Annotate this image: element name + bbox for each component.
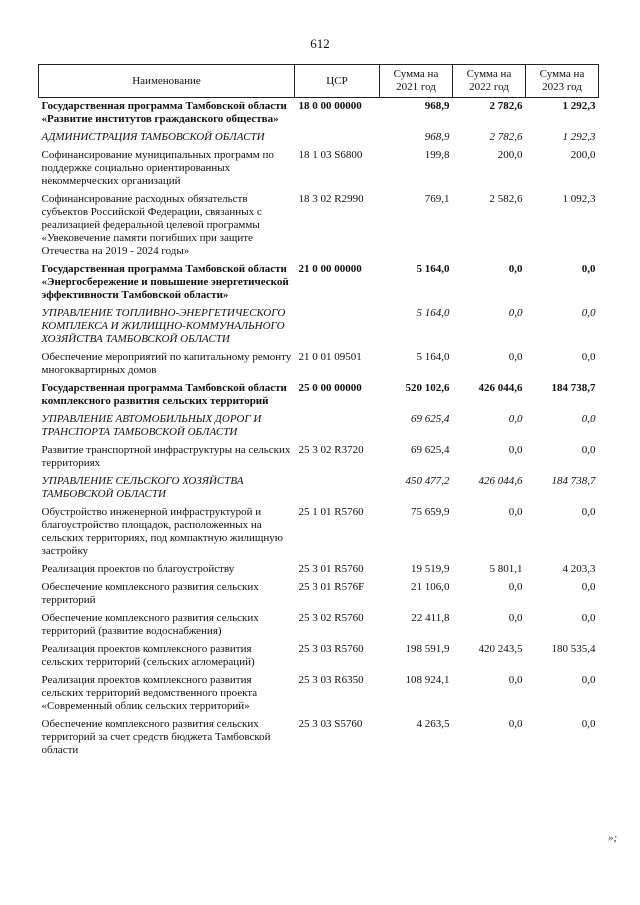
row-sum-2022: 0,0: [508, 413, 523, 425]
row-sum-2023: 0,0: [581, 413, 596, 425]
row-sum-2022: 426 044,6: [478, 475, 523, 487]
row-sum-2023: 0,0: [581, 718, 596, 730]
row-sum-2021: 5 164,0: [416, 263, 450, 275]
table-row: [39, 261, 599, 305]
row-sum-2022: 0,0: [508, 581, 523, 593]
row-sum-2022: 0,0: [508, 307, 523, 319]
row-code: [295, 411, 380, 442]
row-sum-2022: 0,0: [508, 506, 523, 518]
row-code: 25 3 01 R576F: [298, 581, 365, 593]
row-code: 18 0 00 00000: [298, 100, 362, 112]
header-sum-2022: Сумма на 2022 год: [453, 65, 526, 98]
row-sum-2021: 75 659,9: [411, 506, 450, 518]
row-sum-2023: 1 092,3: [562, 193, 596, 205]
row-code: [295, 129, 380, 147]
row-sum-2022: 2 582,6: [489, 193, 523, 205]
table-row: [39, 411, 599, 442]
row-name: Обустройство инженерной инфраструктурой и благоустройство площадок, расположенных на сельских территориях, под компактную жилищную застройку: [41, 506, 283, 557]
row-sum-2021: 520 102,6: [405, 382, 450, 394]
row-sum-2023: 180 535,4: [551, 643, 596, 655]
table-row: [39, 380, 599, 411]
table-row: [39, 349, 599, 380]
row-sum-2023: 184 738,7: [551, 475, 596, 487]
row-sum-2022: 420 243,5: [478, 643, 523, 655]
header-csr: ЦСР: [295, 65, 380, 98]
row-sum-2022: 426 044,6: [478, 382, 523, 394]
row-sum-2023: 184 738,7: [551, 382, 596, 394]
row-sum-2022: 200,0: [497, 149, 523, 161]
row-sum-2021: 4 263,5: [416, 718, 450, 730]
row-name: Обеспечение комплексного развития сельских территорий (развитие водоснабжения): [41, 612, 259, 637]
table-row: [39, 561, 599, 579]
budget-table: [38, 64, 599, 760]
row-sum-2022: 0,0: [508, 444, 523, 456]
row-code: 25 1 01 R5760: [298, 506, 364, 518]
row-name: Реализация проектов комплексного развития сельских территорий ведомственного проекта «Современный облик сельских территорий»: [41, 674, 258, 712]
table-row: [39, 191, 599, 261]
row-sum-2023: 0,0: [581, 444, 596, 456]
table-row: [39, 442, 599, 473]
row-name: УПРАВЛЕНИЕ АВТОМОБИЛЬНЫХ ДОРОГ И ТРАНСПОРТА ТАМБОВСКОЙ ОБЛАСТИ: [41, 413, 262, 438]
row-sum-2021: 108 924,1: [405, 674, 450, 686]
header-sum-2021: Сумма на 2021 год: [380, 65, 453, 98]
row-code: 25 3 02 R5760: [298, 612, 364, 624]
row-sum-2023: 200,0: [570, 149, 596, 161]
row-sum-2023: 0,0: [581, 612, 596, 624]
row-sum-2021: 769,1: [424, 193, 450, 205]
row-sum-2021: 199,8: [424, 149, 450, 161]
row-code: 21 0 01 09501: [298, 351, 362, 363]
page-number: 612: [310, 36, 330, 51]
header-sum-2023: Сумма на 2023 год: [526, 65, 599, 98]
table-row: [39, 641, 599, 672]
row-sum-2021: 69 625,4: [411, 444, 450, 456]
row-sum-2021: 5 164,0: [416, 351, 450, 363]
closing-mark: »;: [608, 832, 618, 844]
table-row: [39, 147, 599, 191]
row-sum-2023: 0,0: [581, 263, 596, 275]
table-row: [39, 98, 599, 130]
row-sum-2023: 4 203,3: [562, 563, 596, 575]
row-sum-2021: 450 477,2: [405, 475, 450, 487]
row-sum-2021: 21 106,0: [411, 581, 450, 593]
table-row: [39, 473, 599, 504]
row-sum-2022: 0,0: [508, 612, 523, 624]
row-code: 25 3 03 R5760: [298, 643, 364, 655]
table-row: [39, 610, 599, 641]
row-sum-2022: 2 782,6: [489, 100, 523, 112]
row-sum-2021: 22 411,8: [411, 612, 450, 624]
row-sum-2021: 5 164,0: [416, 307, 450, 319]
row-code: 25 0 00 00000: [298, 382, 362, 394]
row-sum-2021: 19 519,9: [411, 563, 450, 575]
row-sum-2022: 0,0: [508, 674, 523, 686]
row-code: 25 3 01 R5760: [298, 563, 364, 575]
row-sum-2023: 1 292,3: [562, 100, 596, 112]
table-body: [39, 98, 599, 761]
row-code: 18 3 02 R2990: [298, 193, 364, 205]
table-row: [39, 504, 599, 561]
row-sum-2022: 5 801,1: [489, 563, 523, 575]
table-header-row: [39, 65, 599, 98]
row-name: Реализация проектов по благоустройству: [41, 563, 235, 575]
row-code: [295, 473, 380, 504]
row-name: Обеспечение комплексного развития сельских территорий за счет средств бюджета Тамбовской области: [41, 718, 271, 756]
row-name: Обеспечение комплексного развития сельских территорий: [41, 581, 259, 606]
row-name: УПРАВЛЕНИЕ СЕЛЬСКОГО ХОЗЯЙСТВА ТАМБОВСКОЙ ОБЛАСТИ: [41, 475, 244, 500]
table-row: [39, 716, 599, 760]
row-name: Развитие транспортной инфраструктуры на сельских территориях: [41, 444, 291, 469]
row-name: АДМИНИСТРАЦИЯ ТАМБОВСКОЙ ОБЛАСТИ: [41, 131, 265, 143]
row-code: 25 3 03 S5760: [298, 718, 363, 730]
row-sum-2023: 0,0: [581, 307, 596, 319]
row-code: [295, 305, 380, 349]
row-sum-2021: 198 591,9: [405, 643, 450, 655]
header-name: Наименование: [39, 65, 295, 98]
row-sum-2021: 69 625,4: [411, 413, 450, 425]
row-sum-2023: 1 292,3: [562, 131, 596, 143]
row-sum-2023: 0,0: [581, 581, 596, 593]
row-name: УПРАВЛЕНИЕ ТОПЛИВНО-ЭНЕРГЕТИЧЕСКОГО КОМПЛЕКСА И ЖИЛИЩНО-КОММУНАЛЬНОГО ХОЗЯЙСТВА ТАМБОВСКОЙ ОБЛАСТИ: [41, 307, 286, 345]
table-row: [39, 129, 599, 147]
row-code: 21 0 00 00000: [298, 263, 362, 275]
row-sum-2022: 0,0: [508, 263, 523, 275]
row-name: Государственная программа Тамбовской области «Энергосбережение и повышение энергетической эффективности Тамбовской области»: [41, 263, 289, 301]
row-sum-2023: 0,0: [581, 506, 596, 518]
row-name: Софинансирование расходных обязательств субъектов Российской Федерации, связанных с реализацией федеральной целевой программы «Увековечение памяти погибших при защите Отечества на 2019 - 2024 годы»: [41, 193, 262, 257]
row-code: 18 1 03 S6800: [298, 149, 363, 161]
row-name: Реализация проектов комплексного развития сельских территорий (сельских агломераций): [41, 643, 255, 668]
row-code: 25 3 02 R3720: [298, 444, 364, 456]
table-row: [39, 579, 599, 610]
row-code: 25 3 03 R6350: [298, 674, 364, 686]
row-sum-2023: 0,0: [581, 351, 596, 363]
row-name: Софинансирование муниципальных программ по поддержке социально ориентированных некоммерческих организаций: [41, 149, 274, 187]
table-row: [39, 305, 599, 349]
row-sum-2023: 0,0: [581, 674, 596, 686]
row-name: Государственная программа Тамбовской области комплексного развития сельских территорий: [41, 382, 287, 407]
row-sum-2022: 0,0: [508, 351, 523, 363]
table-row: [39, 672, 599, 716]
row-name: Государственная программа Тамбовской области «Развитие институтов гражданского общества»: [41, 100, 287, 125]
row-sum-2022: 0,0: [508, 718, 523, 730]
row-sum-2021: 968,9: [424, 100, 450, 112]
row-name: Обеспечение мероприятий по капитальному ремонту многоквартирных домов: [41, 351, 292, 376]
row-sum-2022: 2 782,6: [489, 131, 523, 143]
row-sum-2021: 968,9: [424, 131, 450, 143]
